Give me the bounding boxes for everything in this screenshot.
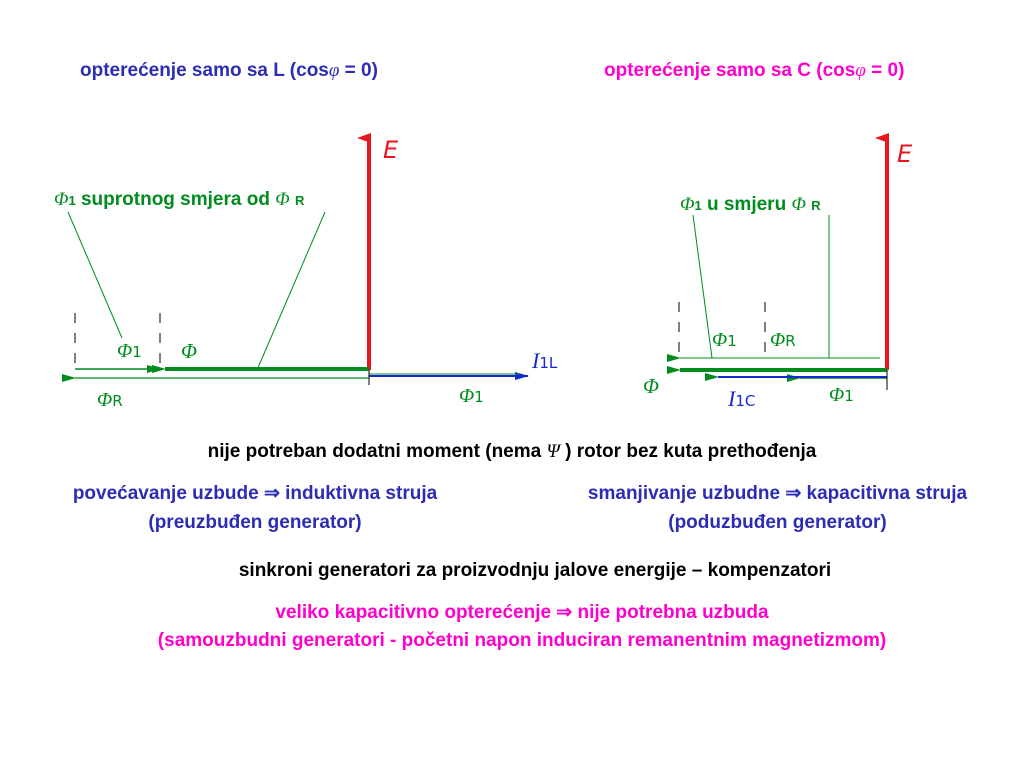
right-E-label: E <box>897 140 913 168</box>
right-title-pre: opterećenje samo sa C (cos <box>604 60 856 81</box>
phi1-sub: 1 <box>694 198 702 213</box>
right-I-label <box>728 388 755 410</box>
phiR-sub: R <box>112 392 123 410</box>
left-title-post: = 0) <box>339 60 378 81</box>
moment-line <box>0 442 1024 461</box>
right-title-post: = 0) <box>865 60 905 81</box>
left-E-label: E <box>383 136 399 164</box>
right-phi-label: Φ <box>643 374 659 398</box>
moment-pre: nije potreban dodatni moment (nema <box>207 441 547 462</box>
phi1-sub: 1 <box>474 388 484 406</box>
phi1-glyph: Φ <box>117 340 133 362</box>
I-glyph: I <box>728 386 736 411</box>
left-pointer-phiR <box>257 212 325 370</box>
phi1-symbol: Φ <box>680 194 695 215</box>
I-sub: 1C <box>735 392 756 410</box>
phi1-sub: 1 <box>727 332 737 350</box>
left-phiR-label <box>97 390 123 410</box>
I-sub: 1L <box>539 354 558 372</box>
left-I-label <box>532 350 557 372</box>
phiR-symbol: Φ <box>791 194 806 215</box>
right-effect-sub: (poduzbuđen generator) <box>668 512 887 533</box>
left-phi1-bottom-label <box>459 386 484 406</box>
phi1-glyph: Φ <box>829 384 845 406</box>
right-phi1-top-label <box>712 330 737 350</box>
compensators-line: sinkroni generatori za proizvodnju jalove energije – kompenzatori <box>238 560 832 581</box>
phi1-sub: 1 <box>68 193 76 208</box>
phiR-sub: R <box>294 193 305 208</box>
left-phi1-top-label <box>117 341 142 361</box>
right-effect: smanjivanje uzbudne ⇒ kapacitivna struja <box>587 483 968 504</box>
phi1-sub: 1 <box>132 343 142 361</box>
right-annotation-text: u smjeru <box>701 194 792 215</box>
phiR-glyph: Φ <box>97 389 113 411</box>
left-title-pre: opterećenje samo sa L (cos <box>80 60 329 81</box>
right-pointer-phi1 <box>693 215 712 358</box>
left-pointer-phi1 <box>68 212 122 338</box>
I-glyph: I <box>532 348 540 373</box>
psi-symbol: Ψ <box>546 441 560 462</box>
left-annotation-text: suprotnog smjera od <box>75 189 276 210</box>
phiR-sub: R <box>811 198 821 213</box>
capacitive-line-1: veliko kapacitivno opterećenje ⇒ nije potrebna uzbuda <box>275 602 769 623</box>
right-phiR-label <box>770 330 796 350</box>
phi1-glyph: Φ <box>459 385 475 407</box>
phiR-sub: R <box>785 332 796 350</box>
left-effect-sub: (preuzbuđen generator) <box>148 512 362 533</box>
phi-symbol: φ <box>855 60 866 81</box>
phiR-glyph: Φ <box>770 329 786 351</box>
phi1-symbol: Φ <box>54 189 69 210</box>
phiR-symbol: Φ <box>275 189 290 210</box>
right-phi1-bottom-label <box>829 385 854 405</box>
capacitive-line-2: (samouzbudni generatori - početni napon induciran remanentnim magnetizmom) <box>157 630 887 651</box>
moment-post: ) rotor bez kuta prethođenja <box>565 441 817 462</box>
left-phi-label: Φ <box>181 339 197 363</box>
left-effect: povećavanje uzbude ⇒ induktivna struja <box>72 483 438 504</box>
right-diagram <box>679 138 887 390</box>
phi1-sub: 1 <box>844 387 854 405</box>
phi-symbol: φ <box>328 60 340 81</box>
phi1-glyph: Φ <box>712 329 728 351</box>
